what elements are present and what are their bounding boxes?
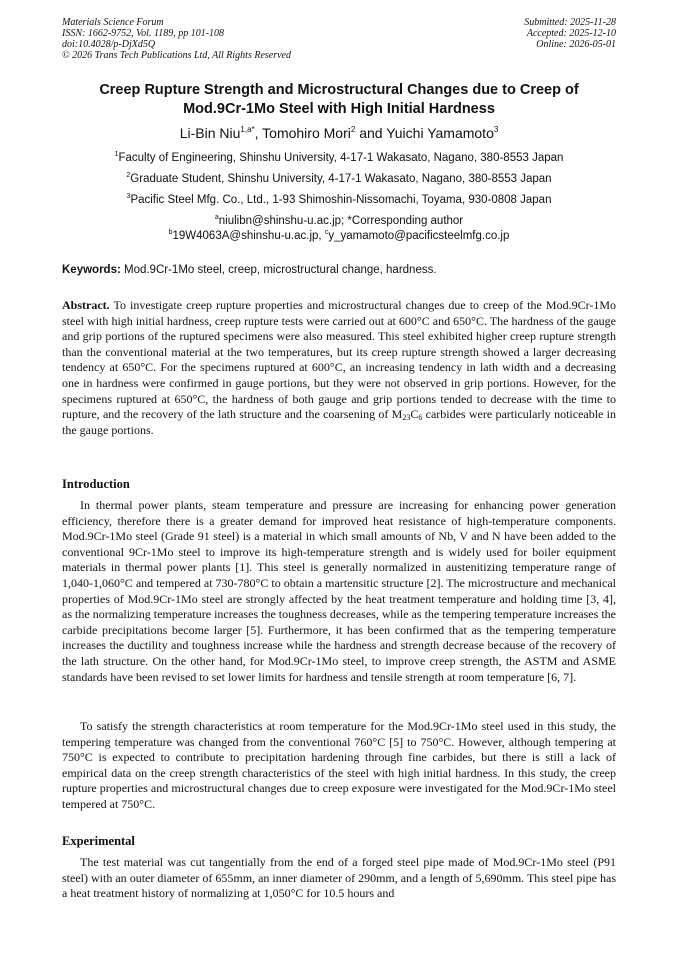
affiliation-1-mark: 1 [114,151,119,158]
email-c[interactable]: y_yamamoto@pacificsteelmfg.co.jp [328,230,510,242]
abstract [62,298,616,438]
author-2: Tomohiro Mori [262,125,351,141]
affiliation-2-mark: 2 [126,172,131,179]
abstract-sub-2: 6 [418,413,423,423]
introduction-heading: Introduction [62,477,130,491]
author-3-sup: 3 [493,125,499,134]
keywords-label: Keywords: [62,264,121,276]
doi-line[interactable]: doi:10.4028/p-DjXd5Q [62,39,156,50]
affiliation-2-text: Graduate Student, Shinshu University, 4-17-1 Wakasato, Nagano, 380-8553 Japan [130,173,552,185]
journal-name: Materials Science Forum [62,17,164,28]
accepted-date: Accepted: 2025-12-10 [526,28,616,39]
abstract-text: To investigate creep rupture properties and microstructural changes due to creep of the Mod.9Cr-1Mo steel with high initial hardness, creep rupture tests were carried out at 600°C and 650°C. The hardness of the gauge and grip portions of the ruptured specimens were also measured. This steel exhibited higher creep rupture strength than the conventional material at the two temperatures, but its creep rupture strength showed a larger decreasing tendency at 650°C. For the specimens ruptured at 600°C, an increasing tendency in lath width and a decreasing one in hardness were confirmed in gauge portions, but they were not observed in grip portions. However, for the specimens ruptured at 650°C, the hardness of both gauge and grip portions tended to decrease with the time to rupture, and the recovery of the lath structure and the coarsening of M [62,298,616,422]
submitted-date: Submitted: 2025-11-28 [524,17,616,28]
author-list [62,124,616,142]
title-line-1: Creep Rupture Strength and Microstructural Changes due to Creep of [99,82,579,98]
abstract-label: Abstract. [62,298,110,312]
paper-title [62,81,616,119]
email-line-1 [62,214,616,228]
author-1-sup: 1,a* [240,125,255,134]
affiliation-2 [62,172,616,186]
affiliation-3 [62,193,616,207]
introduction-paragraph-1: In thermal power plants, steam temperature and pressure are increasing for enhancing power generation efficiency, therefore there is a greater demand for improved heat resistance of high-temperature components. Mod.9Cr-1Mo steel (Grade 91 steel) is a material in which small amounts of Nb, V and N have been added to the conventional 9Cr-1Mo steel to improve its high-temperature strength and is widely used for boiler equipment materials in thermal power plants [1]. This steel is generally normalized in austenitizing temperature range of 1,040-1,060°C and tempered at 730-780°C to obtain a martensitic structure [2]. The microstructure and mechanical properties of Mod.9Cr-1Mo steel are strongly affected by the heat treatment temperature and holding time [3, 4], as the normalizing temperature increases the toughness decreases, while as the tempering temperature increases the carbide precipitations become larger [5]. Furthermore, it has been confirmed that as the tempering temperature increases the ductility and toughness increase while the hardness and strength decrease because of the recovery of the lath structure. On the other hand, for Mod.9Cr-1Mo steel, to improve creep strength, the ASTM and ASME standards have been revised to set lower limits for hardness and tensile strength at room temperature [6, 7]. [62,498,616,684]
title-line-2: Mod.9Cr-1Mo Steel with High Initial Hardness [183,101,495,117]
affiliation-3-text: Pacific Steel Mfg. Co., Ltd., 1-93 Shimoshin-Nissomachi, Toyama, 930-0808 Japan [130,194,552,206]
experimental-paragraph-1: The test material was cut tangentially from the end of a forged steel pipe made of Mod.9Cr-1Mo steel (P91 steel) with an outer diameter of 655mm, an inner diameter of 290mm, and a length of 5,690mm. This steel pipe has a heat treatment history of normalizing at 1,050°C for 10.5 hours and [62,855,616,901]
keywords [62,263,616,277]
journal-info [62,17,362,61]
author-separator-1: , [254,125,263,141]
author-separator-2: and [355,125,387,141]
email-a-mark: a [214,214,219,221]
affiliation-1 [62,151,616,165]
email-b-mark: b [168,229,173,236]
email-c-mark: c [324,229,329,236]
email-b[interactable]: 19W4063A@shinshu-u.ac.jp, [172,230,325,242]
abstract-formula-mid: C [410,407,419,422]
email-a[interactable]: niulibn@shinshu-u.ac.jp; *Corresponding author [218,215,464,227]
affiliation-1-text: Faculty of Engineering, Shinshu University, 4-17-1 Wakasato, Nagano, 380-8553 Japan [118,152,564,164]
author-1: Li-Bin Niu [179,125,241,141]
author-3: Yuichi Yamamoto [386,125,494,141]
keywords-text: Mod.9Cr-1Mo steel, creep, microstructural change, hardness. [120,264,437,276]
abstract-text-end: carbides were particularly noticeable in the gauge portions. [62,407,616,437]
introduction-paragraph-2: To satisfy the strength characteristics at room temperature for the Mod.9Cr-1Mo steel used in this study, the tempering temperature was changed from the conventional 760°C [5] to 750°C. However, although tempering at 750°C is expected to contribute to precipitation hardening through fine carbides, but there is still a lack of empirical data on the creep strength characteristics of the steel with high initial hardness. In this study, the creep rupture properties and microstructural changes due to creep exposure were investigated for the Mod.9Cr-1Mo steel tempered at 750°C. [62,719,616,811]
abstract-sub-1: 23 [402,413,411,423]
online-date: Online: 2026-05-01 [536,39,616,50]
copyright-line: © 2026 Trans Tech Publications Ltd, All Rights Reserved [62,50,291,61]
issn-line: ISSN: 1662-9752, Vol. 1189, pp 101-108 [62,28,225,39]
experimental-heading: Experimental [62,834,135,848]
author-2-sup: 2 [350,125,356,134]
dates-info [416,17,616,50]
email-line-2 [62,229,616,243]
affiliation-3-mark: 3 [126,193,131,200]
